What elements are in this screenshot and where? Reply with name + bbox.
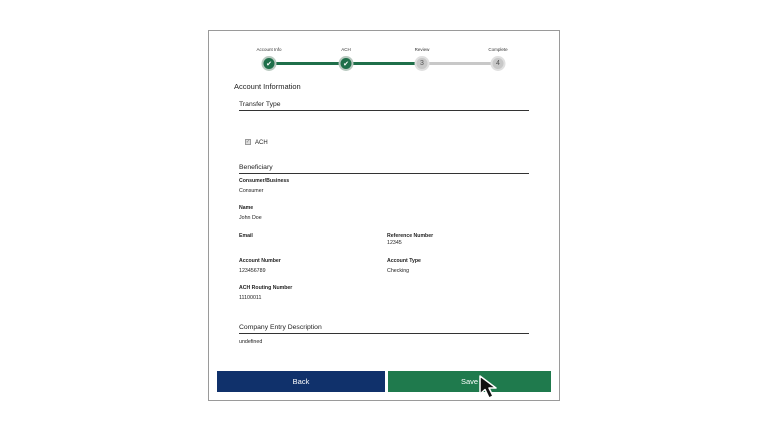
stepper-line-1 <box>269 62 346 65</box>
ach-checkbox[interactable]: ✓ <box>245 138 251 145</box>
step-label-complete: Complete <box>488 47 508 52</box>
step-1-check-icon: ✔ <box>262 56 277 71</box>
name-label: Name <box>239 205 254 211</box>
save-button[interactable]: Save <box>388 371 551 392</box>
step-label-ach: ACH <box>341 47 351 52</box>
step-label-account-info: Account Info <box>256 47 282 52</box>
step-4-number: 4 <box>491 56 506 71</box>
consumer-business-value: Consumer <box>239 188 264 194</box>
routing-number-value: 11100011 <box>239 295 262 301</box>
back-button[interactable]: Back <box>217 371 385 392</box>
step-2-check-icon: ✔ <box>339 56 354 71</box>
routing-number-label: ACH Routing Number <box>239 285 293 291</box>
company-entry-title: Company Entry Description <box>239 324 322 331</box>
company-entry-value: undefined <box>239 339 263 345</box>
step-label-review: Review <box>414 47 430 52</box>
beneficiary-title: Beneficiary <box>239 164 273 171</box>
consumer-business-label: Consumer/Business <box>239 178 290 184</box>
stepper-line-3 <box>422 62 498 65</box>
progress-stepper <box>209 31 559 81</box>
step-3-number: 3 <box>415 56 430 71</box>
reference-number-label: Reference Number <box>387 233 434 239</box>
account-form-card <box>208 30 560 401</box>
stepper-line-2 <box>346 62 422 65</box>
beneficiary-divider <box>239 173 529 174</box>
transfer-type-divider <box>239 110 529 111</box>
company-entry-divider <box>239 333 529 334</box>
page-title: Account Information <box>234 82 301 91</box>
account-type-label: Account Type <box>387 258 421 264</box>
account-number-label: Account Number <box>239 258 281 264</box>
transfer-type-title: Transfer Type <box>239 101 281 108</box>
name-value: John Doe <box>239 215 262 221</box>
account-number-value: 123456789 <box>239 268 266 274</box>
reference-number-value: 12345 <box>387 240 402 246</box>
account-type-value: Checking <box>387 268 410 274</box>
ach-checkbox-label: ACH <box>255 139 268 146</box>
email-label: Email <box>239 233 253 239</box>
mouse-pointer-icon <box>476 374 504 400</box>
